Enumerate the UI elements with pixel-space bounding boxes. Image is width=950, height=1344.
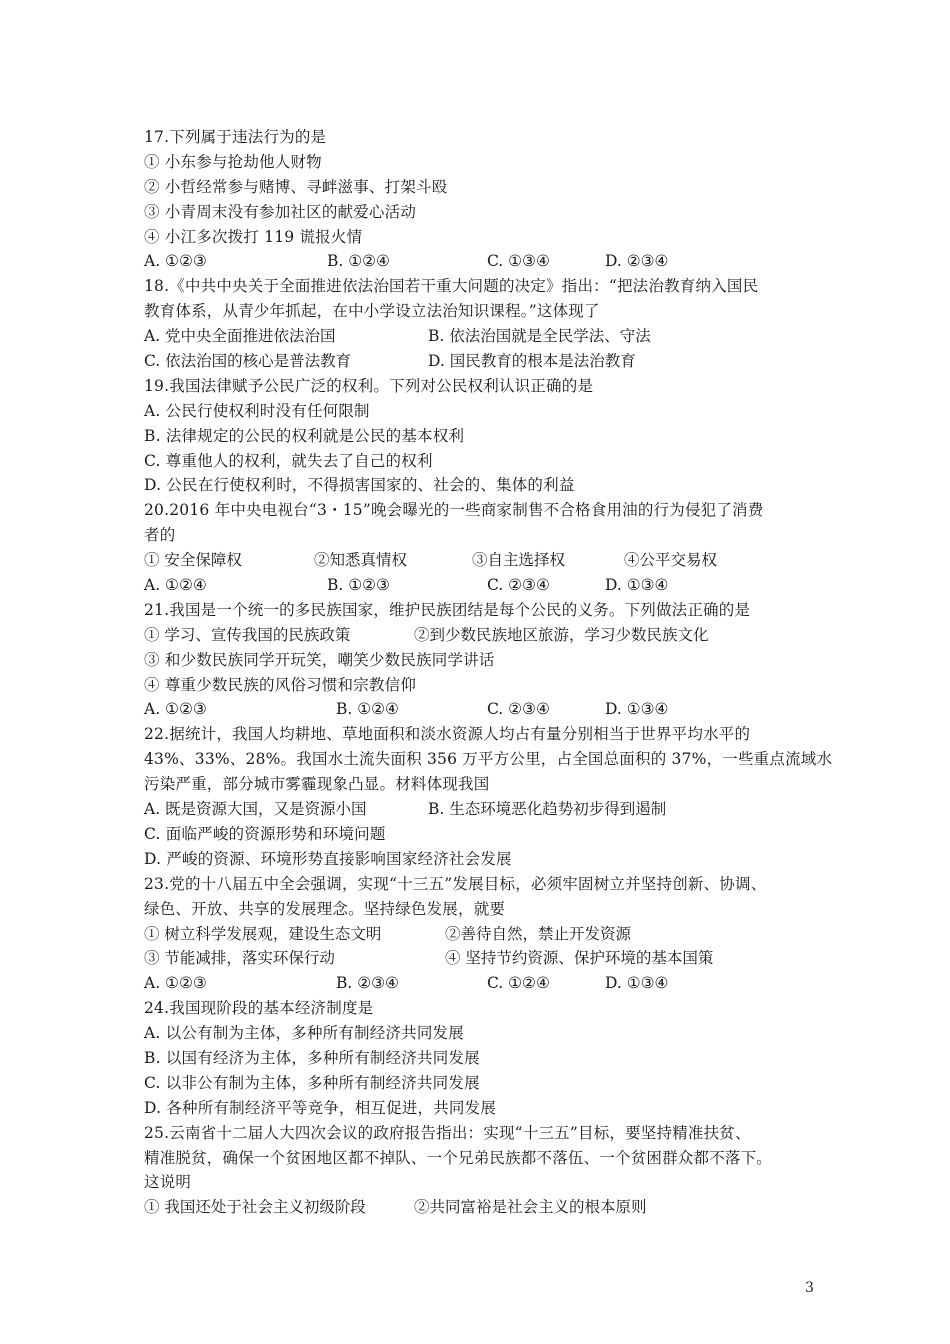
statement-item: ① 我国还处于社会主义初级阶段 (144, 1198, 366, 1217)
answer-options (144, 697, 824, 722)
statement-item: ② 小哲经常参与赌博、寻衅滋事、打架斗殴 (144, 177, 448, 196)
statement-items (144, 922, 824, 947)
question-stem: 教育体系，从青少年抓起，在中小学设立法治知识课程。”这体现了 (144, 302, 600, 321)
option-a: A. ①②④ (144, 576, 207, 595)
option-c: C. ②③④ (487, 700, 550, 719)
question-24 (144, 996, 824, 1120)
question-17 (144, 125, 824, 274)
question-stem: 25.云南省十二届人大四次会议的政府报告指出：实现“十三五”目标，要坚持精准扶贫、 (144, 1123, 751, 1142)
option-b: B. 以国有经济为主体，多种所有制经济共同发展 (144, 1048, 480, 1067)
question-stem: 18.《中共中央关于全面推进依法治国若干重大问题的决定》指出：“把法治教育纳入国民 (144, 277, 759, 296)
option-b: B. 依法治国就是全民学法、守法 (428, 327, 651, 346)
option-d: D. 各种所有制经济平等竞争，相互促进，共同发展 (144, 1098, 497, 1117)
question-stem: 21.我国是一个统一的多民族国家，维护民族团结是每个公民的义务。下列做法正确的是 (144, 600, 751, 619)
statement-item: ②善待自然，禁止开发资源 (445, 924, 632, 943)
answer-options (144, 249, 824, 274)
option-c: C. 面临严峻的资源形势和环境问题 (144, 824, 386, 843)
statement-item: ④公平交易权 (624, 551, 718, 570)
statement-item: ③ 和少数民族同学开玩笑，嘲笑少数民族同学讲话 (144, 650, 495, 669)
question-stem: 23.党的十八届五中全会强调，实现“十三五”发展目标，必须牢固树立并坚持创新、协调、 (144, 874, 767, 893)
option-a: A. ①②③ (144, 252, 207, 271)
statement-items (144, 623, 824, 648)
answer-options (144, 324, 824, 349)
statement-item: ④ 坚持节约资源、保护环境的基本国策 (445, 949, 714, 968)
statement-items (144, 946, 824, 971)
option-d: D. 公民在行使权利时，不得损害国家的、社会的、集体的利益 (144, 476, 575, 495)
option-d: D. ①③④ (605, 576, 669, 595)
statement-item: ②到少数民族地区旅游，学习少数民族文化 (414, 625, 709, 644)
question-23 (144, 872, 824, 996)
option-a: A. ①②③ (144, 974, 207, 993)
question-stem: 17.下列属于违法行为的是 (144, 128, 327, 146)
answer-options (144, 971, 824, 996)
option-d: D. ①③④ (605, 974, 669, 993)
statement-items (144, 548, 824, 573)
statement-item: ②共同富裕是社会主义的根本原则 (414, 1198, 647, 1217)
question-25 (144, 1121, 824, 1221)
statement-item: ① 树立科学发展观，建设生态文明 (144, 924, 382, 943)
statement-items (144, 1195, 824, 1220)
statement-item: ②知悉真情权 (314, 551, 408, 570)
answer-options (144, 573, 824, 598)
statement-item: ③自主选择权 (472, 551, 566, 570)
option-b: B. 法律规定的公民的权利就是公民的基本权利 (144, 426, 465, 445)
question-stem: 精准脱贫，确保一个贫困地区都不掉队、一个兄弟民族都不落伍、一个贫困群众都不落下。 (144, 1148, 773, 1167)
question-stem: 绿色、开放、共享的发展理念。坚持绿色发展，就要 (144, 899, 506, 918)
statement-item: ① 学习、宣传我国的民族政策 (144, 625, 351, 644)
option-c: C. ①②④ (487, 974, 550, 993)
answer-options (144, 797, 824, 822)
question-20 (144, 498, 824, 598)
option-c: C. 依法治国的核心是普法教育 (144, 352, 352, 371)
statement-item: ③ 小青周末没有参加社区的献爱心活动 (144, 202, 417, 221)
option-b: B. ①②③ (327, 576, 390, 595)
statement-item: ① 小东参与抢劫他人财物 (144, 152, 322, 171)
question-stem: 这说明 (144, 1173, 192, 1192)
answer-options (144, 349, 824, 374)
option-b: B. 生态环境恶化趋势初步得到遏制 (428, 800, 667, 819)
option-d: D. ①③④ (605, 700, 669, 719)
option-a: A. ①②③ (144, 700, 207, 719)
statement-item: ① 安全保障权 (144, 551, 242, 570)
option-d: D. ②③④ (605, 252, 669, 271)
question-19 (144, 374, 824, 498)
question-18 (144, 274, 824, 374)
statement-item: ④ 小江多次拨打 119 谎报火情 (144, 227, 363, 246)
option-a: A. 以公有制为主体，多种所有制经济共同发展 (144, 1024, 464, 1043)
question-21 (144, 598, 824, 722)
statement-item: ④ 尊重少数民族的风俗习惯和宗教信仰 (144, 675, 417, 694)
question-stem: 污染严重，部分城市雾霾现象凸显。材料体现我国 (144, 775, 490, 794)
question-22 (144, 722, 833, 871)
option-c: C. ①③④ (487, 252, 550, 271)
option-b: B. ①②④ (327, 252, 390, 271)
question-stem: 19.我国法律赋予公民广泛的权利。下列对公民权利认识正确的是 (144, 376, 594, 395)
option-d: D. 严峻的资源、环境形势直接影响国家经济社会发展 (144, 849, 512, 868)
statement-item: ③ 节能减排，落实环保行动 (144, 949, 335, 968)
option-b: B. ①②④ (336, 700, 399, 719)
option-c: C. 尊重他人的权利，就失去了自己的权利 (144, 451, 433, 470)
question-stem: 43%、33%、28%。我国水土流失面积 356 万平方公里，占全国总面积的 37%，一些重点流域水 (144, 750, 833, 769)
question-stem: 20.2016 年中央电视台“3・15”晚会曝光的一些商家制售不合格食用油的行为侵犯了消费 (144, 501, 764, 520)
option-a: A. 党中央全面推进依法治国 (144, 327, 336, 346)
question-stem: 22.据统计，我国人均耕地、草地面积和淡水资源人均占有量分别相当于世界平均水平的 (144, 725, 751, 744)
option-a: A. 公民行使权利时没有任何限制 (144, 401, 370, 420)
page-content (144, 125, 833, 1220)
option-c: C. 以非公有制为主体，多种所有制经济共同发展 (144, 1073, 480, 1092)
question-stem: 24.我国现阶段的基本经济制度是 (144, 999, 374, 1018)
option-a: A. 既是资源大国，又是资源小国 (144, 800, 367, 819)
question-stem: 者的 (144, 526, 176, 545)
option-d: D. 国民教育的根本是法治教育 (428, 352, 636, 371)
option-b: B. ②③④ (336, 974, 399, 993)
page-number: 3 (805, 1280, 814, 1296)
option-c: C. ②③④ (487, 576, 550, 595)
